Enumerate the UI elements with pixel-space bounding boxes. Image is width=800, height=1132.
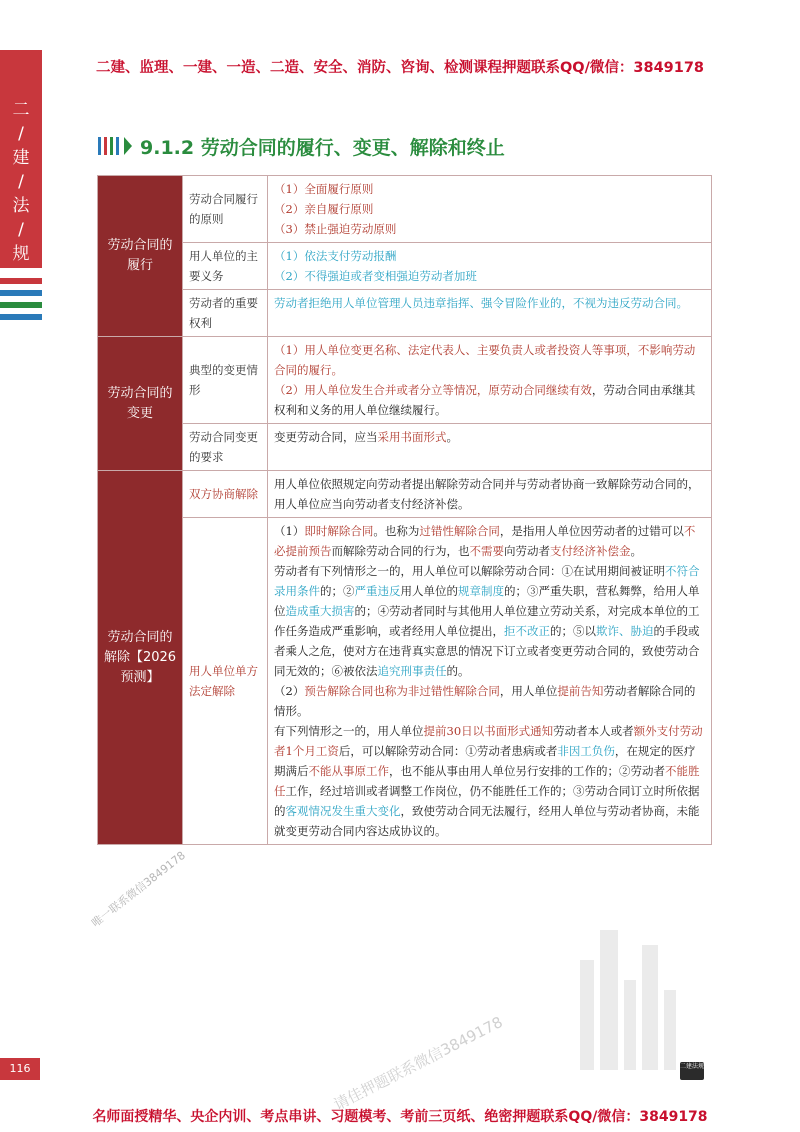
text-run: 的。	[446, 664, 470, 678]
table-row	[98, 518, 712, 845]
table-row	[98, 176, 712, 243]
sub-requirement-label: 劳动合同变更的要求	[183, 424, 268, 471]
sub-mutual-label: 双方协商解除	[183, 471, 268, 518]
text-run: （2）用人单位发生合并或者分立等情况，原劳动合同	[274, 383, 546, 397]
text-run: 支付经济补偿金	[550, 544, 631, 558]
list-item: （1）依法支付劳动报酬	[274, 249, 397, 263]
category-termination: 劳动合同的解除【2026预测】	[98, 471, 183, 845]
table-row	[98, 424, 712, 471]
side-label-char: 二	[12, 100, 30, 120]
text-run: 客观情况发生重大变化	[285, 804, 401, 818]
text-run: 追究刑事责任	[377, 664, 447, 678]
category-change: 劳动合同的变更	[98, 337, 183, 471]
text-run: ，也不能从事由用人单位另行安排的工作的；②劳动者	[389, 764, 665, 778]
text-run: 继续有效	[545, 383, 592, 397]
situation-2	[274, 380, 705, 420]
corner-logo: 二建法规	[680, 1062, 704, 1080]
duties-list	[268, 243, 712, 290]
side-label	[0, 98, 42, 266]
text-run: ，是指用人单位因劳动者的过错可以	[499, 524, 684, 538]
principles-list	[268, 176, 712, 243]
text-run: 过错性解除合同	[419, 524, 500, 538]
text-run: 劳动者本人或者	[553, 724, 634, 738]
sub-situations-label: 典型的变更情形	[183, 337, 268, 424]
footer-banner: 名师面授精华、央企内训、考点串讲、习题模考、考前三页纸、绝密押题联系QQ/微信：3849178	[92, 1109, 708, 1125]
watermark: 请佳押题联系微信3849178	[330, 1012, 506, 1114]
side-label-char: 建	[12, 148, 30, 168]
side-label-char: /	[18, 220, 24, 240]
text-run: 的手段或者乘人之危，使对方在违背真实意思的情况下订立或者变更劳动合同的，致使劳动合同无效的；⑥被依法	[274, 624, 700, 678]
text-run: 造成重大损害	[285, 604, 355, 618]
text-run: 规章制度	[458, 584, 504, 598]
background-building-graphic	[560, 920, 700, 1070]
text-run: 即时解除合同	[304, 524, 374, 538]
text-run: 不必提前预告	[274, 524, 696, 558]
list-item: （2）不得强迫或者变相强迫劳动者加班	[274, 269, 477, 283]
list-item: （1）全面履行原则	[274, 182, 374, 196]
text-run: 劳动者解除合同的情形。	[274, 684, 696, 718]
text-run: 提前30日以书面形式通知	[423, 724, 554, 738]
table-row	[98, 243, 712, 290]
text-run: 不需要	[469, 544, 504, 558]
text-run: ，在规定的医疗期满后	[274, 744, 696, 778]
text-run: （1）	[274, 524, 305, 538]
text-run: ，致使劳动合同无法履行，经用人单位与劳动者协商，未能就变更劳动合同内容达成协议的。	[274, 804, 700, 838]
text-run: 的；③严重失职，营私舞弊，给用人单位	[274, 584, 700, 618]
table-row	[98, 290, 712, 337]
header-banner: 二建、监理、一建、一造、二造、安全、消防、咨询、检测课程押题联系QQ/微信：3849178	[95, 60, 705, 76]
side-decor-lines	[0, 278, 42, 326]
unilateral-text	[268, 518, 712, 845]
list-item: （2）亲自履行原则	[274, 202, 374, 216]
requirement-text	[268, 424, 712, 471]
text-run: 劳动者有下列情形之一的，用人单位可以解除劳动合同：①在试用期间被证明	[274, 564, 665, 578]
text-run: 。也称为	[373, 524, 420, 538]
section-title	[98, 133, 505, 159]
sub-rights-label: 劳动者的重要权利	[183, 290, 268, 337]
situation-1: （1）用人单位变更名称、法定代表人、主要负责人或者投资人等事项，不影响劳动合同的履行。	[274, 343, 696, 377]
text-run: 不能胜任	[274, 764, 700, 798]
text-run: 的；④劳动者同时与其他用人单位建立劳动关系，对完成本单位的工作任务造成严重影响，或者经用人单位提出，	[274, 604, 700, 638]
sub-unilateral-label: 用人单位单方法定解除	[183, 518, 268, 845]
text-run: 向劳动者	[504, 544, 550, 558]
paragraph-4	[274, 721, 705, 841]
sub-principles-label: 劳动合同履行的原则	[183, 176, 268, 243]
text-run: 预告解除合同也称为非过错性解除合同	[304, 684, 500, 698]
side-label-char: 法	[12, 196, 30, 216]
situations-text	[268, 337, 712, 424]
paragraph-1	[274, 521, 705, 561]
text-run: 。	[446, 430, 458, 444]
text-run: 额外支付劳动者1个月工资	[274, 724, 703, 758]
list-item: （3）禁止强迫劳动原则	[274, 222, 397, 236]
table-row	[98, 337, 712, 424]
text-run: 有下列情形之一的，用人单位	[274, 724, 424, 738]
paragraph-3	[274, 681, 705, 721]
text-run: 后，可以解除劳动合同：①劳动者患病或者	[338, 744, 558, 758]
text-run: 提前告知	[557, 684, 604, 698]
text-run: 的；②	[320, 584, 355, 598]
text-run: 的；⑤以	[550, 624, 596, 638]
text-run: ，劳动合同由承继其权利和义务的用人单位继续履行。	[274, 383, 696, 417]
text-run: 而解除劳动合同的行为，也	[331, 544, 470, 558]
watermark: 唯一联系微信3849178	[89, 848, 188, 930]
text-run: （2）	[274, 684, 305, 698]
text-run: 不符合录用条件	[274, 564, 700, 598]
text-run: 。	[630, 544, 642, 558]
sub-duties-label: 用人单位的主要义务	[183, 243, 268, 290]
paragraph-2	[274, 561, 705, 681]
text-run: 不能从事原工作	[308, 764, 389, 778]
content-table	[97, 175, 712, 845]
text-run: 变更劳动合同，应当	[274, 430, 378, 444]
mutual-text: 用人单位依照规定向劳动者提出解除劳动合同并与劳动者协商一致解除劳动合同的，用人单位应当向劳动者支付经济补偿。	[268, 471, 712, 518]
text-run: 用人单位的	[400, 584, 458, 598]
side-label-char: 规	[12, 244, 30, 264]
text-run: 欺诈、胁迫	[596, 624, 654, 638]
text-run: 严重违反	[354, 584, 401, 598]
title-bars-icon	[98, 137, 132, 155]
text-run: 工作，经过培训或者调整工作岗位，仍不能胜任工作的；③劳动合同订立时所依据的	[274, 784, 700, 818]
category-performance: 劳动合同的履行	[98, 176, 183, 337]
side-label-char: /	[18, 124, 24, 144]
table-row	[98, 471, 712, 518]
text-run: 非因工负伤	[557, 744, 615, 758]
section-title-text: 9.1.2 劳动合同的履行、变更、解除和终止	[140, 136, 505, 159]
text-run: ，用人单位	[499, 684, 558, 698]
rights-text: 劳动者拒绝用人单位管理人员违章指挥、强令冒险作业的，不视为违反劳动合同。	[268, 290, 712, 337]
text-run: 拒不改正	[504, 624, 550, 638]
side-label-char: /	[18, 172, 24, 192]
text-run: 采用书面形式	[377, 430, 447, 444]
page-number: 116	[0, 1058, 40, 1080]
